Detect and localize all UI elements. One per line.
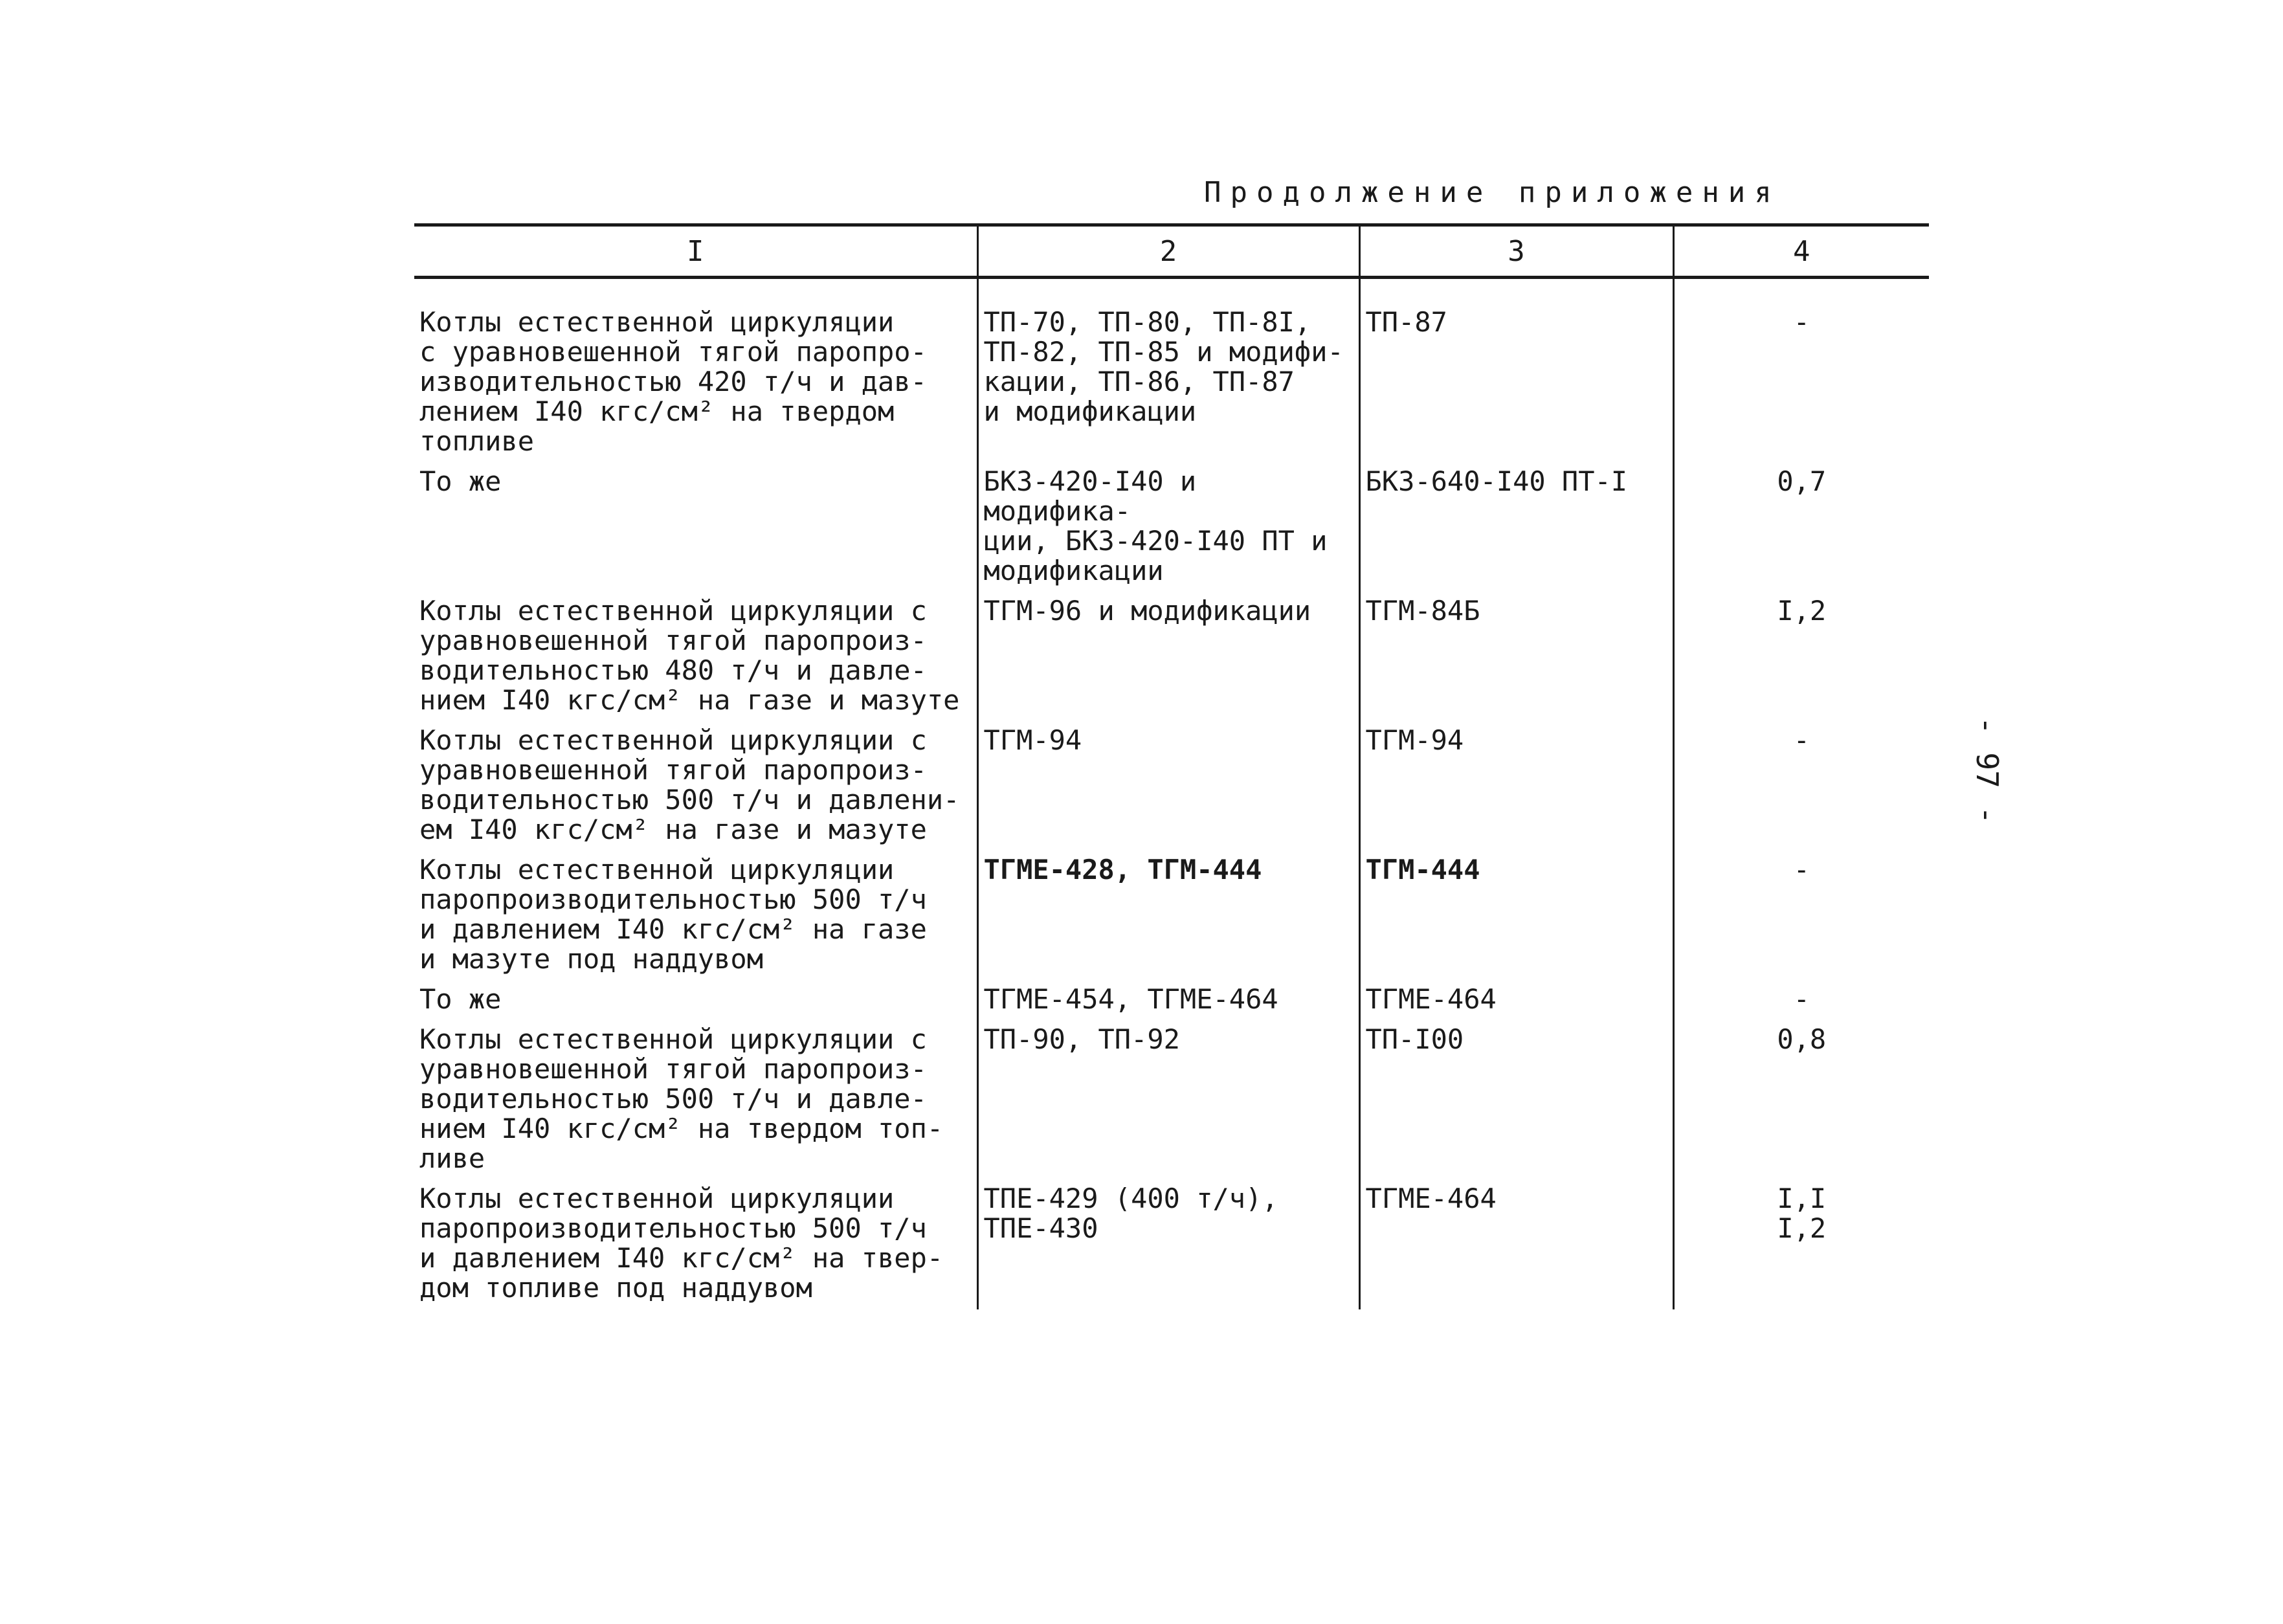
coefficient-value: I,I I,2: [1673, 1180, 1929, 1309]
boiler-description: Котлы естественной циркуляции с уравновешенной тягой паропроиз- водительностью 480 т/ч и давле- нием I40 кгс/см² на газе и мазуте: [419, 595, 960, 716]
coefficient-value: 0,8: [1673, 1021, 1929, 1180]
header-col-4: 4: [1673, 225, 1929, 278]
boiler-reference: ТГМ-444: [1359, 851, 1673, 981]
table-row: [414, 1021, 1929, 1180]
coefficient-value: I,2: [1673, 592, 1929, 722]
boiler-description: Котлы естественной циркуляции паропроизводительностью 500 т/ч и давлением I40 кгс/см² на твер- дом топливе под наддувом: [419, 1183, 944, 1304]
boiler-models: ТГМЕ-454, ТГМЕ-464: [977, 981, 1359, 1021]
boiler-description: Котлы естественной циркуляции паропроизводительностью 500 т/ч и давлением I40 кгс/см² на газе и мазуте под наддувом: [419, 854, 927, 975]
header-col-3: 3: [1359, 225, 1673, 278]
boiler-description: То же: [419, 983, 502, 1015]
table-row: [414, 722, 1929, 851]
coefficient-value: -: [1673, 278, 1929, 463]
header-col-2: 2: [977, 225, 1359, 278]
coefficient-value: -: [1673, 722, 1929, 851]
table-row: [414, 592, 1929, 722]
header-col-1: I: [414, 225, 977, 278]
boiler-reference: ТГМ-94: [1359, 722, 1673, 851]
boiler-description: Котлы естественной циркуляции с уравновешенной тягой паропроиз- водительностью 500 т/ч и давле- нием I40 кгс/см² на твердом топ- ливе: [419, 1023, 944, 1174]
boiler-description: Котлы естественной циркуляции с уравновешенной тягой паропро- изводительностью 420 т/ч и дав- лением I40 кгс/см² на твердом топливе: [419, 306, 927, 457]
boiler-reference: ТГМЕ-464: [1359, 981, 1673, 1021]
table-row: [414, 463, 1929, 592]
table-caption: Продолжение приложения: [1204, 176, 1781, 209]
boiler-reference: БКЗ-640-I40 ПТ-I: [1359, 463, 1673, 592]
boiler-reference: ТГМ-84Б: [1359, 592, 1673, 722]
boiler-models: БКЗ-420-I40 и модифика- ции, БКЗ-420-I40 ПТ и модификации: [977, 463, 1359, 592]
boiler-models: ТПЕ-429 (400 т/ч), ТПЕ-430: [977, 1180, 1359, 1309]
table-row: [414, 981, 1929, 1021]
boiler-description: Котлы естественной циркуляции с уравновешенной тягой паропроиз- водительностью 500 т/ч и давлени- ем I40 кгс/см² на газе и мазуте: [419, 724, 960, 845]
boiler-models: ТП-90, ТП-92: [977, 1021, 1359, 1180]
boiler-description: То же: [419, 465, 502, 497]
boiler-models: ТГМ-94: [977, 722, 1359, 851]
coefficient-value: -: [1673, 851, 1929, 981]
table-row: [414, 1180, 1929, 1309]
boiler-reference: ТГМЕ-464: [1359, 1180, 1673, 1309]
table-row: [414, 278, 1929, 463]
table-header-row: [414, 225, 1929, 278]
page-number: - 97 -: [1970, 717, 2005, 825]
boiler-reference: ТП-I00: [1359, 1021, 1673, 1180]
coefficient-value: 0,7: [1673, 463, 1929, 592]
table-row: [414, 851, 1929, 981]
boiler-table: [414, 223, 1929, 1309]
boiler-models: ТГМЕ-428, ТГМ-444: [977, 851, 1359, 981]
coefficient-value: -: [1673, 981, 1929, 1021]
boiler-models: ТГМ-96 и модификации: [977, 592, 1359, 722]
boiler-reference: ТП-87: [1359, 278, 1673, 463]
boiler-models: ТП-70, ТП-80, ТП-8I, ТП-82, ТП-85 и модифи- кации, ТП-86, ТП-87 и модификации: [977, 278, 1359, 463]
